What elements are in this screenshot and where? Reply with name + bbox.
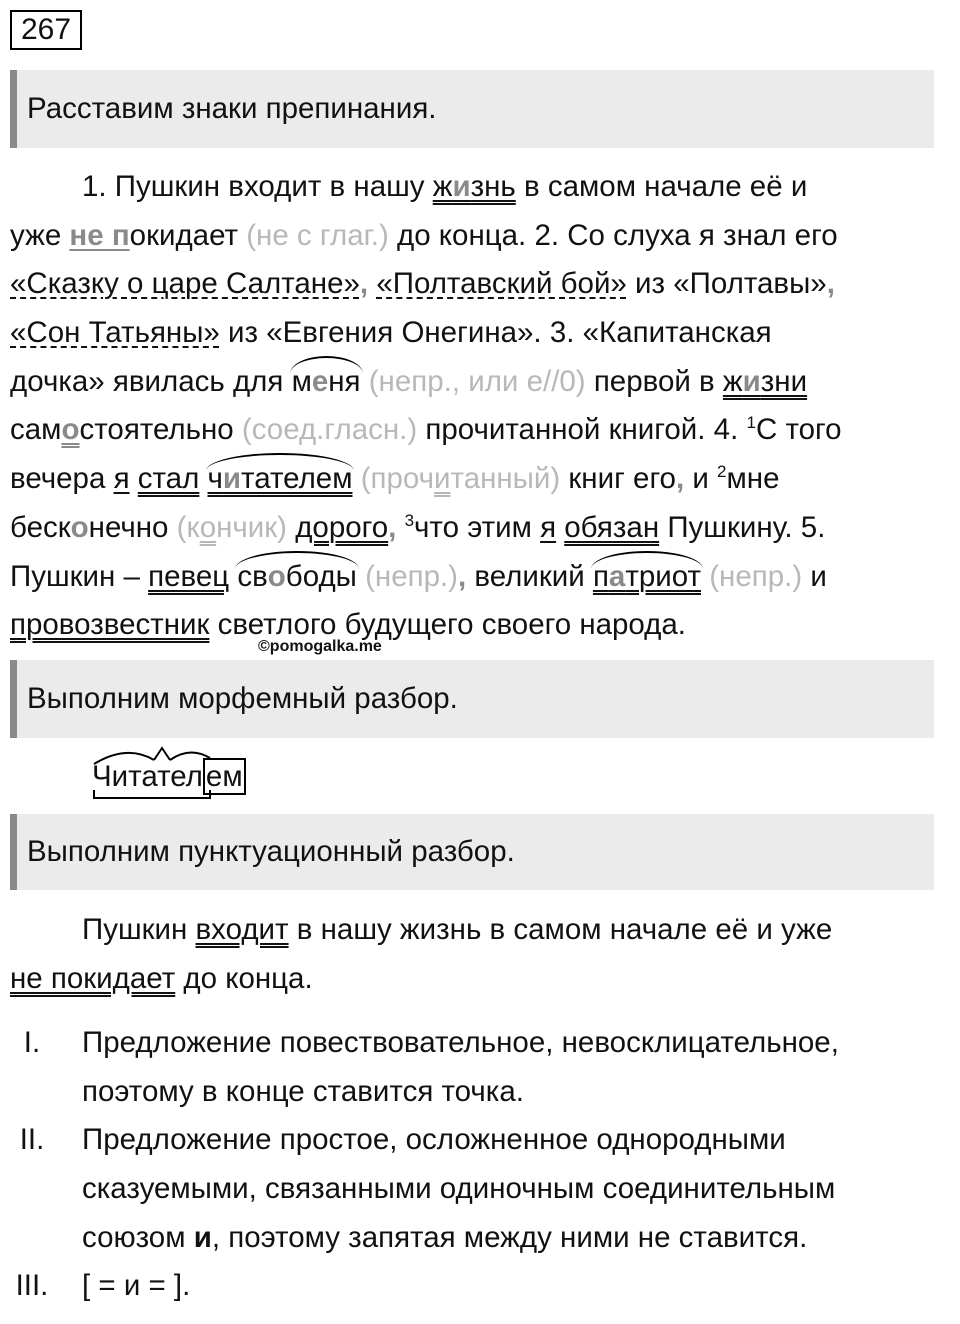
section-header-morphemic bbox=[10, 660, 934, 738]
predicate-2: не покидает bbox=[10, 961, 176, 995]
list-marker: II. bbox=[19, 1123, 45, 1157]
section-header-punct-analysis bbox=[10, 814, 934, 890]
predicate-1: входит bbox=[195, 913, 289, 946]
word-stem: Читател bbox=[92, 760, 203, 793]
watermark: ©pomogalka.me bbox=[258, 638, 382, 655]
list-item: II. Предложение простое, осложненное однородными сказуемыми, связанными одиночным соединительным союзом и, поэтому запятая между ними не ставится. bbox=[10, 1116, 944, 1262]
section-header-text: Выполним морфемный разбор. bbox=[27, 682, 458, 715]
list-marker: III. bbox=[15, 1269, 49, 1303]
section-header-punctuation bbox=[10, 70, 934, 148]
exercise-number: 267 bbox=[10, 10, 82, 50]
list-marker: I. bbox=[23, 1026, 41, 1059]
main-text: 1. Пушкин входит в нашу жизнь в самом начале её и уже не покидает (не с глаг.) до конца. 2. Со слуха я знал его «Сказку о царе Салтане», «Полтавский бой» из «Полтавы», «Сон Татьяны» из «Евгения Онегина». 3. «Капитанская дочка» явилась для меня (непр., или е//0) первой в жизни самостоятельно (соед.гласн.) прочитанной книгой. 4. $^1$С того вечера я стал читателем (прочитанный) книг его, и $^2$мне бесконечно (кончик) дорого, $^3$что этим я обязан Пушкину. 5. Пушкин – певец свободы (непр.), великий патриот (непр.) и провозвестник светлого будущего своего народа. bbox=[10, 170, 842, 642]
analyzed-sentence: Пушкин входит в нашу жизнь в самом начале её и уже не покидает до конца. bbox=[10, 913, 833, 995]
list-item: I. Предложение повествовательное, невосклицательное, поэтому в конце ставится точка. bbox=[10, 1019, 944, 1116]
morpheme-marks bbox=[92, 746, 262, 816]
list-item: III. [ = и = ]. bbox=[10, 1262, 944, 1311]
section-header-text: Расставим знаки препинания. bbox=[27, 92, 437, 125]
analysis-list bbox=[10, 1019, 944, 1311]
morphemic-word bbox=[92, 760, 246, 794]
word-ending: ем bbox=[203, 758, 246, 795]
section-header-text: Выполним пунктуационный разбор. bbox=[27, 835, 515, 868]
